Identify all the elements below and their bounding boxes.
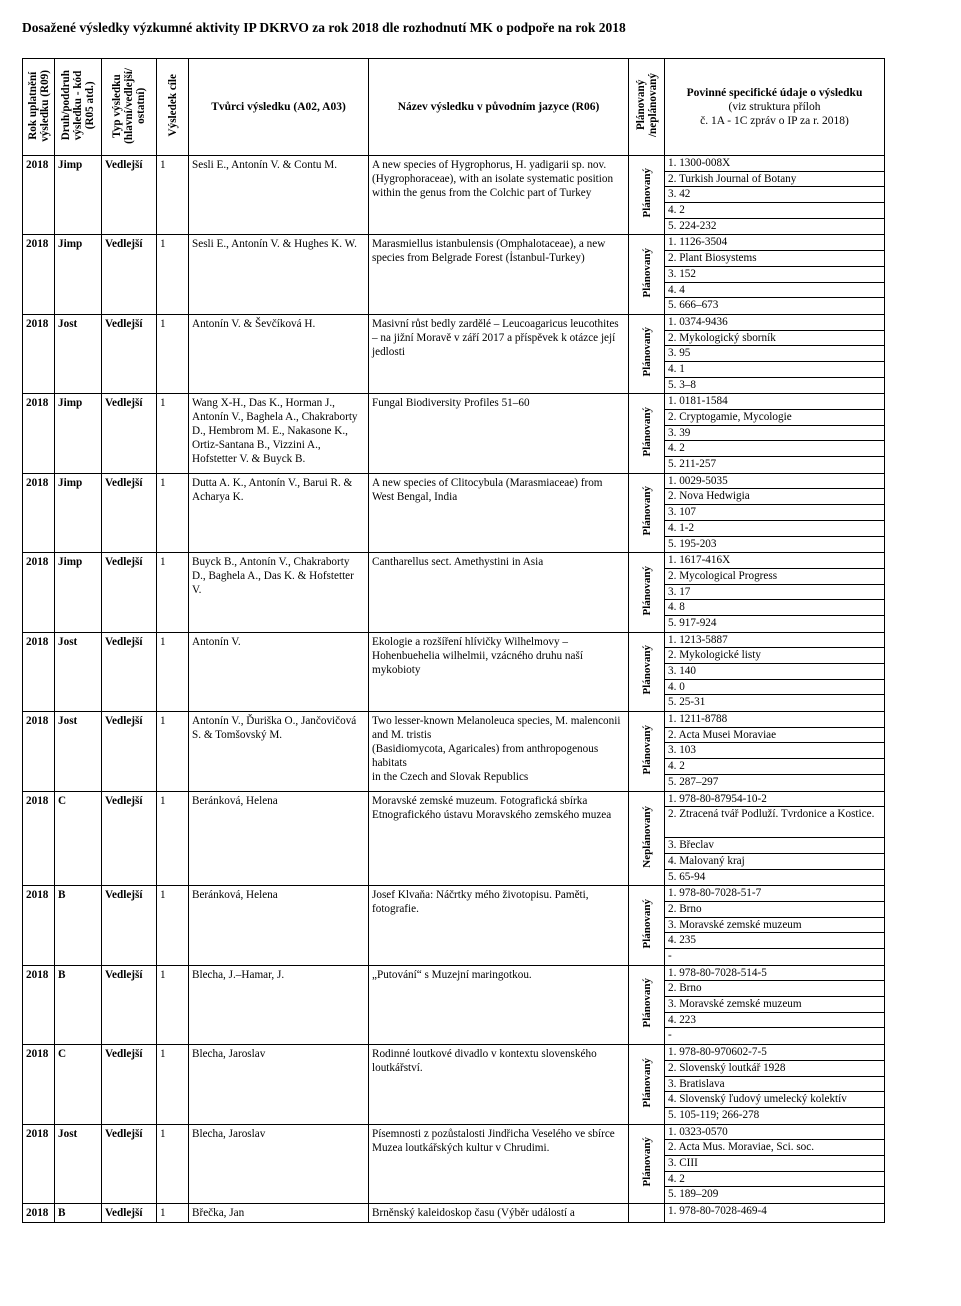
spec-line: 1. 1213-5887 (665, 633, 884, 649)
header-spec-sub1: (viz struktura příloh (728, 101, 821, 113)
spec-line: 2. Acta Musei Moraviae (665, 728, 884, 744)
cell-kind: B (55, 886, 102, 965)
spec-line: 5. 105-119; 266-278 (668, 1108, 760, 1121)
cell-type: Vedlejší (102, 632, 157, 711)
spec-line: 3. 152 (665, 267, 884, 283)
cell-name: A new species of Hygrophorus, H. yadigarii sp. nov. (Hygrophoraceae), with an isolate systematic position within the genus from the Colchic part of Turkey (369, 156, 629, 235)
cell-planned (629, 712, 665, 791)
results-table (22, 58, 885, 1223)
cell-authors: Sesli E., Antonín V. & Hughes K. W. (189, 235, 369, 314)
header-spec-title: Povinné specifické údaje o výsledku (686, 87, 863, 99)
spec-line: 3. Moravské zemské muzeum (665, 918, 884, 934)
spec-line: 4. 1-2 (665, 521, 884, 537)
cell-planned (629, 553, 665, 632)
table-row (23, 791, 885, 886)
planned-label: Plánovaný (640, 247, 653, 298)
table-row (23, 235, 885, 314)
header-kind-line: výsledku - kód (72, 70, 84, 141)
spec-line: 2. Plant Biosystems (665, 251, 884, 267)
header-kind (55, 59, 102, 156)
cell-name-line: (Basidiomycota, Agaricales) from anthropogenous habitats (372, 743, 599, 770)
cell-authors: Břečka, Jan (189, 1204, 369, 1223)
cell-kind: Jimp (55, 156, 102, 235)
cell-goal: 1 (157, 553, 189, 632)
cell-kind: Jimp (55, 473, 102, 552)
cell-authors: Antonín V. & Ševčíková H. (189, 314, 369, 393)
cell-goal: 1 (157, 712, 189, 791)
header-type-line: ostatní) (135, 87, 147, 124)
cell-spec (665, 886, 885, 965)
spec-line: 5. 224-232 (668, 219, 717, 232)
cell-authors: Blecha, Jaroslav (189, 1124, 369, 1203)
spec-line: 4. 2 (665, 441, 884, 457)
cell-kind: Jimp (55, 394, 102, 473)
spec-line: 2. Nova Hedwigia (665, 489, 884, 505)
cell-planned (629, 473, 665, 552)
table-row (23, 1045, 885, 1124)
cell-goal: 1 (157, 394, 189, 473)
cell-type: Vedlejší (102, 314, 157, 393)
cell-type: Vedlejší (102, 553, 157, 632)
cell-name: Cantharellus sect. Amethystini in Asia (369, 553, 629, 632)
page-title: Dosažené výsledky výzkumné aktivity IP DKRVO za rok 2018 dle rozhodnutí MK o podpoře na rok 2018 (22, 20, 626, 35)
cell-spec (665, 1124, 885, 1203)
cell-spec (665, 394, 885, 473)
cell-spec (665, 473, 885, 552)
table-row (23, 156, 885, 235)
cell-year: 2018 (23, 1045, 55, 1124)
header-authors: Tvůrci výsledku (A02, A03) (189, 59, 369, 156)
planned-label: Plánovaný (640, 406, 653, 457)
cell-spec (665, 632, 885, 711)
cell-name-line: in the Czech and Slovak Republics (372, 771, 529, 784)
spec-line: 2. Mykologické listy (665, 648, 884, 664)
cell-name (369, 712, 629, 791)
spec-line: 1. 0181-1584 (665, 394, 884, 410)
cell-year: 2018 (23, 712, 55, 791)
cell-type: Vedlejší (102, 1124, 157, 1203)
cell-year: 2018 (23, 394, 55, 473)
spec-line: 2. Mycological Progress (665, 569, 884, 585)
cell-type: Vedlejší (102, 473, 157, 552)
header-spec-sub2: č. 1A - 1C zpráv o IP za r. 2018) (700, 115, 849, 127)
spec-line: 5. 211-257 (668, 458, 717, 471)
spec-line: 1. 0374-9436 (665, 315, 884, 331)
spec-line: 3. 39 (665, 426, 884, 442)
planned-label: Plánovaný (640, 724, 653, 775)
table-row (23, 712, 885, 791)
cell-planned (629, 1204, 665, 1223)
cell-kind: C (55, 791, 102, 886)
cell-year: 2018 (23, 791, 55, 886)
cell-name: Rodinné loutkové divadlo v kontextu slovenského loutkářství. (369, 1045, 629, 1124)
spec-line: 2. Brno (665, 902, 884, 918)
spec-line: 4. Malovaný kraj (665, 854, 884, 870)
cell-authors: Antonín V. (189, 632, 369, 711)
spec-line: 5. 25-31 (668, 696, 706, 709)
spec-line: 4. 0 (665, 680, 884, 696)
spec-line: 3. 17 (665, 585, 884, 601)
cell-planned (629, 965, 665, 1044)
cell-spec (665, 314, 885, 393)
spec-line: 2. Slovenský loutkář 1928 (665, 1061, 884, 1077)
cell-name: „Putování“ s Muzejní maringotkou. (369, 965, 629, 1044)
cell-goal: 1 (157, 1204, 189, 1223)
cell-kind: Jimp (55, 235, 102, 314)
cell-planned (629, 394, 665, 473)
cell-spec (665, 235, 885, 314)
spec-line: 4. Slovenský ľudový umelecký kolektív (665, 1092, 884, 1108)
cell-name-line: Two lesser-known Melanoleuca species, M. malenconii and M. tristis (372, 715, 621, 742)
spec-line: 4. 4 (665, 283, 884, 299)
cell-goal: 1 (157, 1124, 189, 1203)
cell-type: Vedlejší (102, 712, 157, 791)
spec-line: 2. Mykologický sborník (665, 331, 884, 347)
cell-goal: 1 (157, 156, 189, 235)
header-planned-line: Plánovaný (634, 80, 647, 131)
spec-line: 4. 1 (665, 362, 884, 378)
spec-line: 5. 917-924 (668, 616, 717, 629)
cell-name: Písemnosti z pozůstalosti Jindřicha Veselého ve sbírce Muzea loutkářských kultur v Chrudimi. (369, 1124, 629, 1203)
spec-line: 3. 42 (665, 187, 884, 203)
cell-authors: Antonín V., Ďuriška O., Jančovičová S. & Tomšovský M. (189, 712, 369, 791)
cell-name: Fungal Biodiversity Profiles 51–60 (369, 394, 629, 473)
header-type-line: (hlavní/vedlejší/ (123, 67, 135, 144)
cell-planned (629, 156, 665, 235)
cell-authors: Beránková, Helena (189, 791, 369, 886)
header-year-line: výsledku (R09) (38, 69, 51, 142)
spec-line: 1. 978-80-7028-514-5 (665, 966, 884, 982)
cell-year: 2018 (23, 632, 55, 711)
spec-line: 4. 2 (665, 203, 884, 219)
cell-year: 2018 (23, 1124, 55, 1203)
spec-line: 1. 1617-416X (665, 553, 884, 569)
cell-name: Ekologie a rozšíření hlívičky Wilhelmovy – Hohenbuehelia wilhelmii, vzácného druhu naší mykobioty (369, 632, 629, 711)
cell-kind: Jost (55, 314, 102, 393)
spec-line: 1. 1126-3504 (665, 235, 884, 251)
header-goal (157, 59, 189, 156)
cell-spec (665, 1045, 885, 1124)
spec-line: 1. 978-80-7028-51-7 (665, 886, 884, 902)
cell-year: 2018 (23, 965, 55, 1044)
cell-spec (665, 156, 885, 235)
header-year (23, 59, 55, 156)
spec-line: 5. 189–209 (668, 1188, 719, 1201)
header-kind-line: Druh/poddruh (60, 70, 72, 141)
results-body (23, 156, 885, 1223)
spec-line: 3. 95 (665, 346, 884, 362)
cell-name: Marasmiellus istanbulensis (Omphalotaceae), a new species from Belgrade Forest (İstanbul-Turkey) (369, 235, 629, 314)
spec-line: 1. 978-80-87954-10-2 (665, 792, 884, 808)
cell-goal: 1 (157, 791, 189, 886)
cell-year: 2018 (23, 1204, 55, 1223)
table-row (23, 553, 885, 632)
planned-label: Plánovaný (640, 565, 653, 616)
spec-line: - (668, 1029, 672, 1042)
table-row (23, 1204, 885, 1223)
spec-line: 3. Bratislava (665, 1077, 884, 1093)
spec-line: 1. 0323-0570 (665, 1125, 884, 1141)
header-row (23, 59, 885, 156)
cell-kind: Jimp (55, 553, 102, 632)
cell-authors: Blecha, Jaroslav (189, 1045, 369, 1124)
spec-line: 5. 65-94 (668, 870, 706, 883)
cell-spec (665, 1204, 885, 1223)
cell-type: Vedlejší (102, 965, 157, 1044)
header-type (102, 59, 157, 156)
header-name: Název výsledku v původním jazyce (R06) (369, 59, 629, 156)
spec-line: 3. 140 (665, 664, 884, 680)
cell-kind: Jost (55, 632, 102, 711)
header-planned (629, 59, 665, 156)
spec-line: 2. Turkish Journal of Botany (665, 172, 884, 188)
spec-line: 1. 0029-5035 (665, 474, 884, 490)
cell-type: Vedlejší (102, 1204, 157, 1223)
table-row (23, 1124, 885, 1203)
spec-line: 2. Cryptogamie, Mycologie (665, 410, 884, 426)
cell-planned (629, 1045, 665, 1124)
cell-goal: 1 (157, 632, 189, 711)
table-row (23, 473, 885, 552)
table-row (23, 886, 885, 965)
cell-name: Moravské zemské muzeum. Fotografická sbírka Etnografického ústavu Moravského zemského muzea (369, 791, 629, 886)
cell-type: Vedlejší (102, 235, 157, 314)
header-goal-line: Výsledek cíle (166, 74, 179, 137)
table-row (23, 965, 885, 1044)
cell-authors: Blecha, J.–Hamar, J. (189, 965, 369, 1044)
header-year-line: Rok uplatnění (26, 71, 39, 140)
cell-planned (629, 235, 665, 314)
spec-line: 4. 235 (665, 933, 884, 949)
cell-goal: 1 (157, 965, 189, 1044)
cell-spec (665, 712, 885, 791)
cell-name: A new species of Clitocybula (Marasmiaceae) from West Bengal, India (369, 473, 629, 552)
planned-label: Plánovaný (640, 486, 653, 536)
spec-line: 2. Ztracená tvář Podluží. Tvrdonice a Kostice. (665, 807, 884, 838)
spec-line: 2. Brno (665, 981, 884, 997)
spec-line: 1. 1300-008X (665, 156, 884, 172)
cell-authors: Wang X-H., Das K., Horman J., Antonín V., Baghela A., Chakraborty D., Hembrom M. E., Nakasone K., Ortiz-Santana B., Vizzini A., Hofstetter V. & Buyck B. (189, 394, 369, 473)
spec-line: 5. 666–673 (668, 299, 719, 312)
cell-type: Vedlejší (102, 156, 157, 235)
spec-line: 4. 8 (665, 600, 884, 616)
planned-label: Plánovaný (640, 645, 653, 695)
header-planned-line: /neplánovaný (646, 73, 659, 138)
cell-authors: Sesli E., Antonín V. & Contu M. (189, 156, 369, 235)
header-spec (665, 59, 885, 156)
planned-label: Plánovaný (640, 1057, 653, 1108)
spec-line: 3. CIII (665, 1156, 884, 1172)
cell-kind: B (55, 965, 102, 1044)
spec-line: 1. 978-80-970602-7-5 (665, 1045, 884, 1061)
cell-goal: 1 (157, 1045, 189, 1124)
cell-type: Vedlejší (102, 791, 157, 886)
planned-label: Plánovaný (640, 898, 653, 949)
cell-year: 2018 (23, 235, 55, 314)
cell-goal: 1 (157, 314, 189, 393)
cell-planned (629, 791, 665, 886)
cell-name: Masivní růst bedly zardělé – Leucoagaricus leucothites – na jižní Moravě v září 2017 a příspěvek k otázce její jedlosti (369, 314, 629, 393)
cell-type: Vedlejší (102, 1045, 157, 1124)
cell-name: Josef Klvaňa: Náčrtky mého životopisu. Paměti, fotografie. (369, 886, 629, 965)
cell-year: 2018 (23, 473, 55, 552)
cell-authors: Buyck B., Antonín V., Chakraborty D., Baghela A., Das K. & Hofstetter V. (189, 553, 369, 632)
spec-line: 1. 1211-8788 (665, 712, 884, 728)
spec-line: 4. 2 (665, 759, 884, 775)
cell-kind: C (55, 1045, 102, 1124)
spec-line: - (668, 950, 672, 962)
table-row (23, 394, 885, 473)
spec-line: 4. 2 (665, 1172, 884, 1188)
spec-line: 3. Břeclav (665, 838, 884, 854)
planned-label: Plánovaný (640, 1137, 653, 1187)
cell-type: Vedlejší (102, 886, 157, 965)
cell-spec (665, 791, 885, 886)
cell-spec (665, 553, 885, 632)
cell-year: 2018 (23, 314, 55, 393)
cell-goal: 1 (157, 235, 189, 314)
spec-line: 1. 978-80-7028-469-4 (668, 1205, 767, 1217)
table-row (23, 632, 885, 711)
cell-planned (629, 632, 665, 711)
cell-kind: B (55, 1204, 102, 1223)
spec-line: 5. 287–297 (668, 775, 719, 788)
cell-year: 2018 (23, 156, 55, 235)
planned-label: Plánovaný (640, 327, 653, 377)
planned-label: Plánovaný (640, 168, 653, 218)
spec-line: 4. 223 (665, 1013, 884, 1029)
spec-line: 5. 3–8 (668, 378, 696, 391)
spec-line: 3. Moravské zemské muzeum (665, 997, 884, 1013)
table-row (23, 314, 885, 393)
spec-line: 2. Acta Mus. Moraviae, Sci. soc. (665, 1140, 884, 1156)
cell-planned (629, 886, 665, 965)
cell-planned (629, 314, 665, 393)
cell-kind: Jost (55, 1124, 102, 1203)
cell-kind: Jost (55, 712, 102, 791)
cell-name: Brněnský kaleidoskop času (Výběr událostí a (369, 1204, 629, 1223)
cell-authors: Beránková, Helena (189, 886, 369, 965)
cell-year: 2018 (23, 886, 55, 965)
cell-authors: Dutta A. K., Antonín V., Barui R. & Acharya K. (189, 473, 369, 552)
spec-line: 3. 107 (665, 505, 884, 521)
planned-label: Plánovaný (640, 978, 653, 1028)
cell-goal: 1 (157, 886, 189, 965)
cell-spec (665, 965, 885, 1044)
cell-type: Vedlejší (102, 394, 157, 473)
header-kind-line: (R05 atd.) (84, 81, 96, 130)
cell-planned (629, 1124, 665, 1203)
spec-line: 3. 103 (665, 743, 884, 759)
header-type-line: Typ výsledku (111, 73, 123, 138)
cell-year: 2018 (23, 553, 55, 632)
spec-line: 5. 195-203 (668, 537, 717, 550)
planned-label: Neplánovaný (640, 805, 653, 868)
cell-goal: 1 (157, 473, 189, 552)
